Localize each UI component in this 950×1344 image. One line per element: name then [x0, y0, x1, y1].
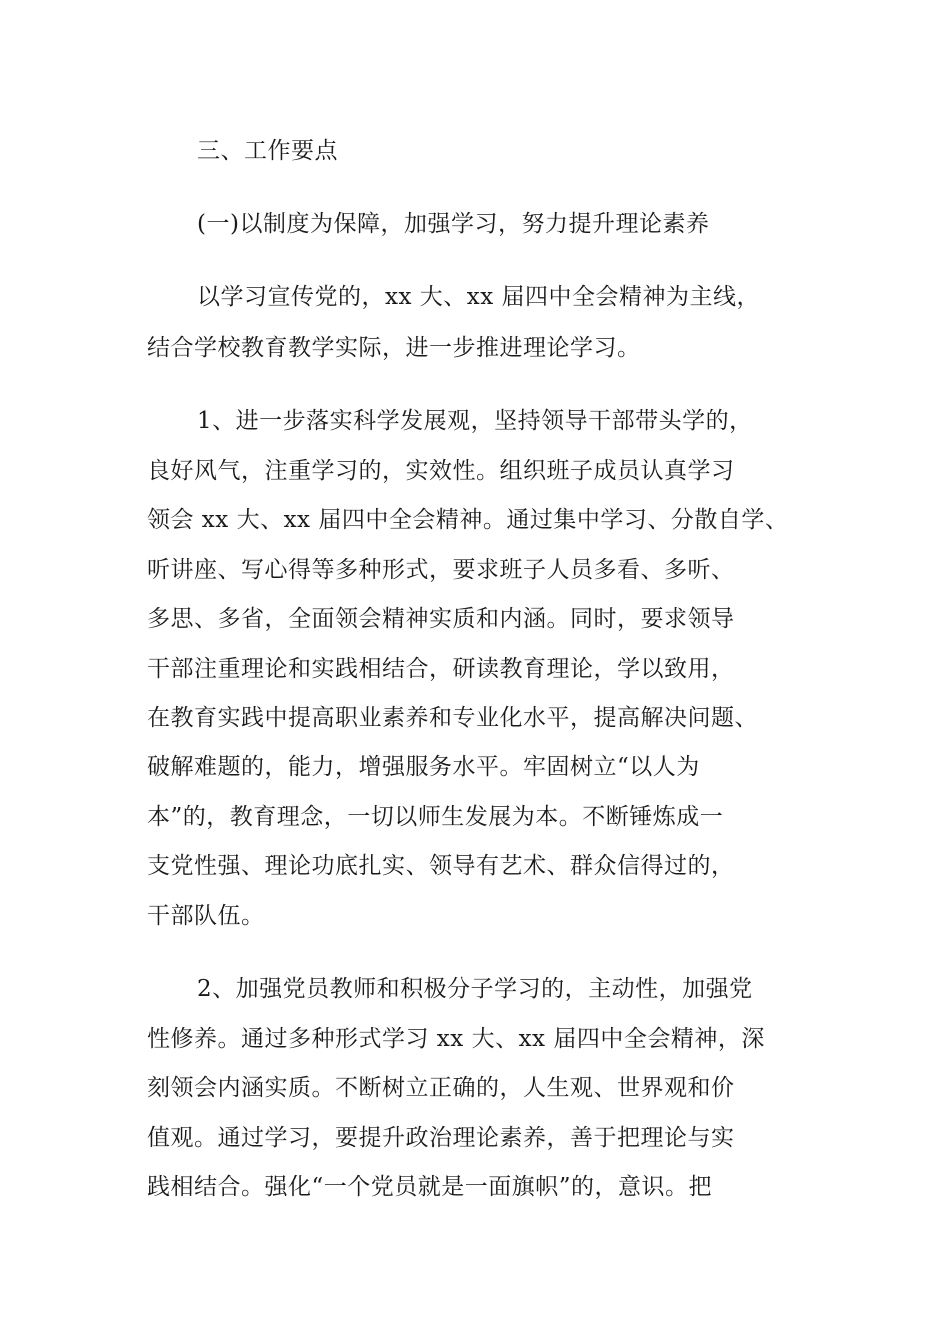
section-heading: 三、工作要点	[197, 138, 338, 164]
paragraph-line: 支党性强、理论功底扎实、领导有艺术、群众信得过的，	[147, 853, 735, 879]
paragraph-line: 1、进一步落实科学发展观，坚持领导干部带头学的，	[197, 408, 753, 434]
paragraph-line: 领会 xx 大、xx 届四中全会精神。通过集中学习、分散自学、	[147, 507, 789, 533]
paragraph-line: 干部队伍。	[147, 903, 265, 929]
paragraph-line: 结合学校教育教学实际，进一步推进理论学习。	[147, 335, 641, 361]
subsection-heading: (一)以制度为保障，加强学习，努力提升理论素养	[197, 211, 710, 237]
paragraph-line: 性修养。通过多种形式学习 xx 大、xx 届四中全会精神，深	[147, 1026, 765, 1052]
paragraph-line: 良好风气，注重学习的，实效性。组织班子成员认真学习	[147, 458, 735, 484]
paragraph-line: 在教育实践中提高职业素养和专业化水平，提高解决问题、	[147, 705, 758, 731]
paragraph-line: 多思、多省，全面领会精神实质和内涵。同时，要求领导	[147, 606, 735, 632]
paragraph-line: 本”的，教育理念，一切以师生发展为本。不断锤炼成一	[147, 804, 724, 830]
paragraph-line: 刻领会内涵实质。不断树立正确的，人生观、世界观和价	[147, 1075, 735, 1101]
paragraph-line: 践相结合。强化“一个党员就是一面旗帜”的，意识。把	[147, 1174, 713, 1200]
paragraph-line: 破解难题的，能力，增强服务水平。牢固树立“以人为	[147, 754, 700, 780]
paragraph-line: 听讲座、写心得等多种形式，要求班子人员多看、多听、	[147, 557, 735, 583]
paragraph-line: 干部注重理论和实践相结合，研读教育理论，学以致用，	[147, 656, 735, 682]
paragraph-line: 值观。通过学习，要提升政治理论素养，善于把理论与实	[147, 1125, 735, 1151]
paragraph-line: 2、加强党员教师和积极分子学习的，主动性，加强党	[197, 976, 753, 1002]
paragraph-line: 以学习宣传党的，xx 大、xx 届四中全会精神为主线，	[197, 284, 761, 310]
